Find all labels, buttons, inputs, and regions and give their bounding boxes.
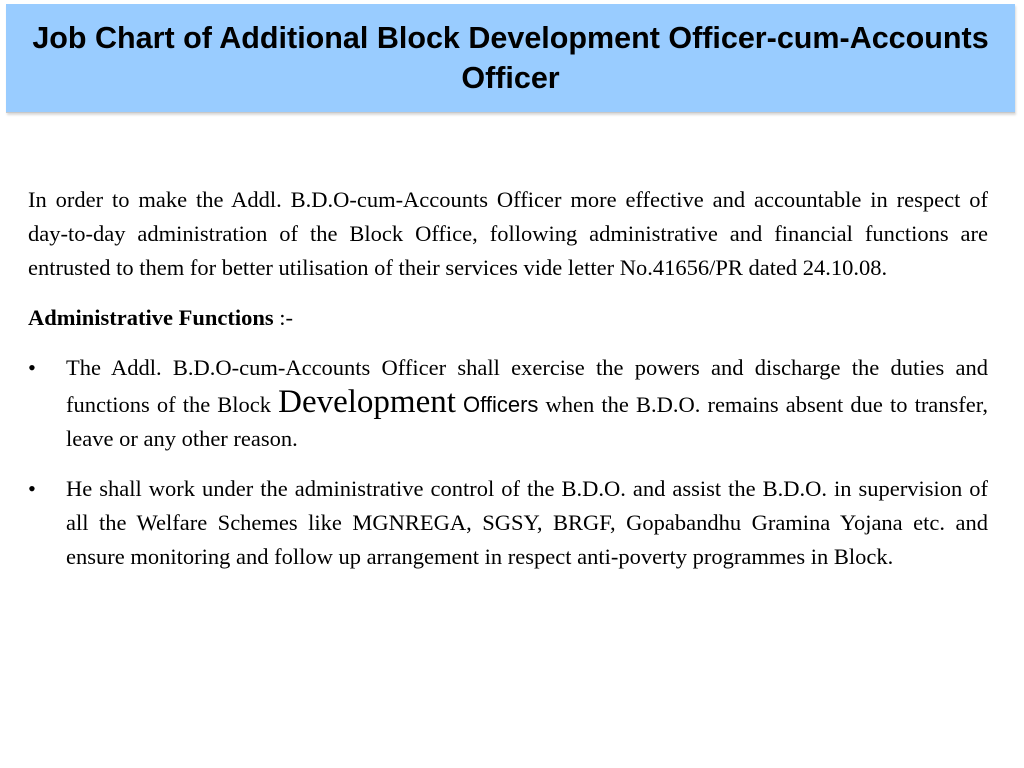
list-item-text-part: The Addl. B.D.O-cum-Accounts Officer shall exercise the powers and discharge the duties and functions of the Block	[66, 355, 988, 417]
list-item	[28, 472, 988, 574]
list-item-text: He shall work under the administrative control of the B.D.O. and assist the B.D.O. in supervision of all the Welfare Schemes like MGNREGA, SGSY, BRGF, Gopabandhu Gramina Yojana etc. and ensure monitoring and follow up arrangement in respect anti-poverty programmes in Block.	[66, 476, 988, 569]
list-item-text-part: when the B.D.O. remains absent due to transfer, leave or any other reason.	[66, 392, 988, 451]
list-item-text-sans: Officers	[463, 392, 539, 417]
slide-title: Job Chart of Additional Block Development Officer-cum-Accounts Officer	[32, 21, 989, 95]
list-item	[28, 351, 988, 456]
section-heading-suffix: :-	[273, 305, 294, 330]
slide-body	[28, 183, 988, 590]
bullet-marker: •	[28, 355, 36, 380]
section-heading	[28, 301, 988, 335]
bullet-marker: •	[28, 476, 36, 501]
list-item-text-large: Development	[278, 384, 456, 420]
list-item-text-space	[456, 392, 463, 417]
intro-paragraph: In order to make the Addl. B.D.O-cum-Accounts Officer more effective and accountable in respect of day-to-day administration of the Block Office, following administrative and financial functions are entrusted to them for better utilisation of their services vide letter No.41656/PR dated 24.10.08.	[28, 187, 988, 280]
title-band	[6, 4, 1015, 113]
function-list	[28, 351, 988, 574]
section-heading-label: Administrative Functions	[28, 305, 274, 330]
